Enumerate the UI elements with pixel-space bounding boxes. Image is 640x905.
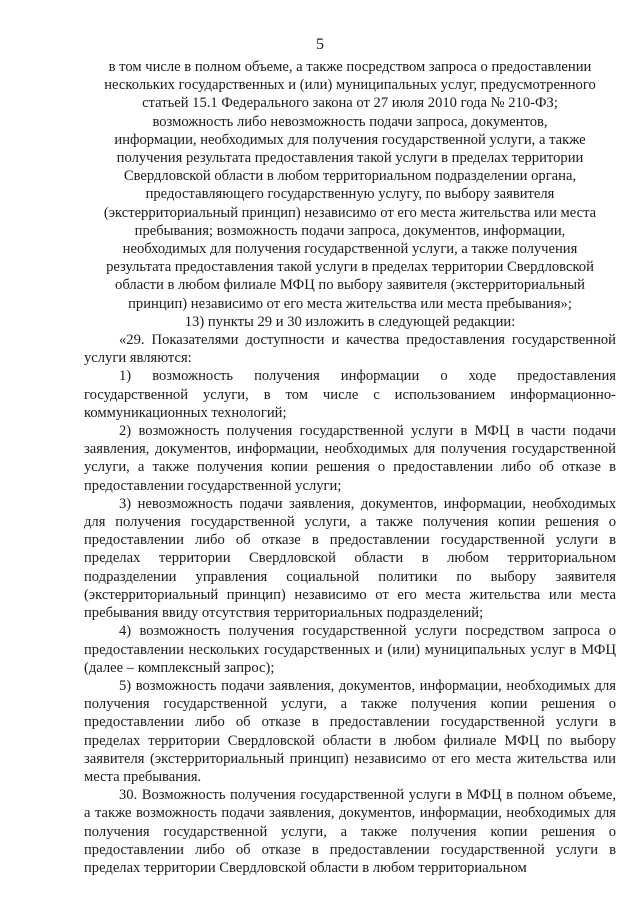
paragraph-29-intro: «29. Показателями доступности и качества предоставления государственной услуги являются: [84, 332, 616, 367]
centered-line: (экстерриториальный принцип) независимо от его места жительства или места [103, 204, 597, 221]
list-item-1: 1) возможность получения информации о ходе предоставления государственной услуги, в том числе с использованием информационно-коммуникационных технологий; [84, 368, 616, 421]
paragraph-30: 30. Возможность получения государственной услуги в МФЦ в полном объеме, а также возможность подачи заявления, документов, информации, необходимых для получения государственной услуги, а также получения копии решения о предоставлении либо об отказе в предоставлении государственной услуги в пределах территории Свердловской области в любом территориальном [84, 787, 616, 876]
centered-line: пребывания; возможность подачи запроса, документов, информации, [134, 222, 566, 239]
list-item-4: 4) возможность получения государственной услуги посредством запроса о предоставлении нескольких государственных и (или) муниципальных услуг в МФЦ (далее – комплексный запрос); [84, 623, 616, 676]
centered-line: необходимых для получения государственной услуги, а также получения [122, 241, 578, 258]
centered-line: принцип) независимо от его места жительства или места пребывания»; [128, 295, 572, 312]
paragraphs-block [84, 331, 616, 877]
page-number: 5 [316, 36, 324, 53]
centered-line: информации, необходимых для получения государственной услуги, а также [114, 131, 586, 148]
centered-line: Свердловской области в любом территориальном подразделении органа, [123, 168, 577, 185]
centered-line: статьей 15.1 Федерального закона от 27 июля 2010 года № 210-ФЗ; [142, 95, 558, 112]
list-item-2: 2) возможность получения государственной услуги в МФЦ в части подачи заявления, документов, информации, необходимых для получения государственной услуги, а также получения копии решения о предоставлении либо об отказе в предоставлении государственной услуги; [84, 423, 616, 494]
centered-line: предоставляющего государственную услугу, по выбору заявителя [145, 186, 555, 203]
centered-text-block [84, 58, 616, 331]
list-item-5: 5) возможность подачи заявления, документов, информации, необходимых для получения государственной услуги, а также получения копии решения о предоставлении либо об отказе в предоставлении государственной услуги в пределах территории Свердловской области в любом филиале МФЦ по выбору заявителя (экстерриториальный принцип) независимо от его места жительства или места пребывания. [84, 677, 616, 785]
centered-line: 13) пункты 29 и 30 изложить в следующей редакции: [184, 313, 516, 330]
list-item-3: 3) невозможность подачи заявления, документов, информации, необходимых для получения государственной услуги, а также получения копии решения о предоставлении либо об отказе в предоставлении государственной услуги в пределах территории Свердловской области в любом территориальном подразделении управления социальной политики по выбору заявителя (экстерриториальный принцип) независимо от его места жительства или места пребывания ввиду отсутствия территориальных подразделений; [84, 495, 616, 622]
centered-line: нескольких государственных и (или) муниципальных услуг, предусмотренного [104, 77, 596, 94]
centered-line: результата предоставления такой услуги в пределах территории Свердловской [106, 259, 594, 276]
centered-line: области в любом филиале МФЦ по выбору заявителя (экстерриториальный [115, 277, 585, 294]
centered-line: в том числе в полном объеме, а также посредством запроса о предоставлении [108, 59, 592, 75]
centered-line: получения результата предоставления такой услуги в пределах территории [116, 150, 584, 167]
centered-line: возможность либо невозможность подачи запроса, документов, [152, 113, 548, 130]
document-body [84, 58, 616, 877]
